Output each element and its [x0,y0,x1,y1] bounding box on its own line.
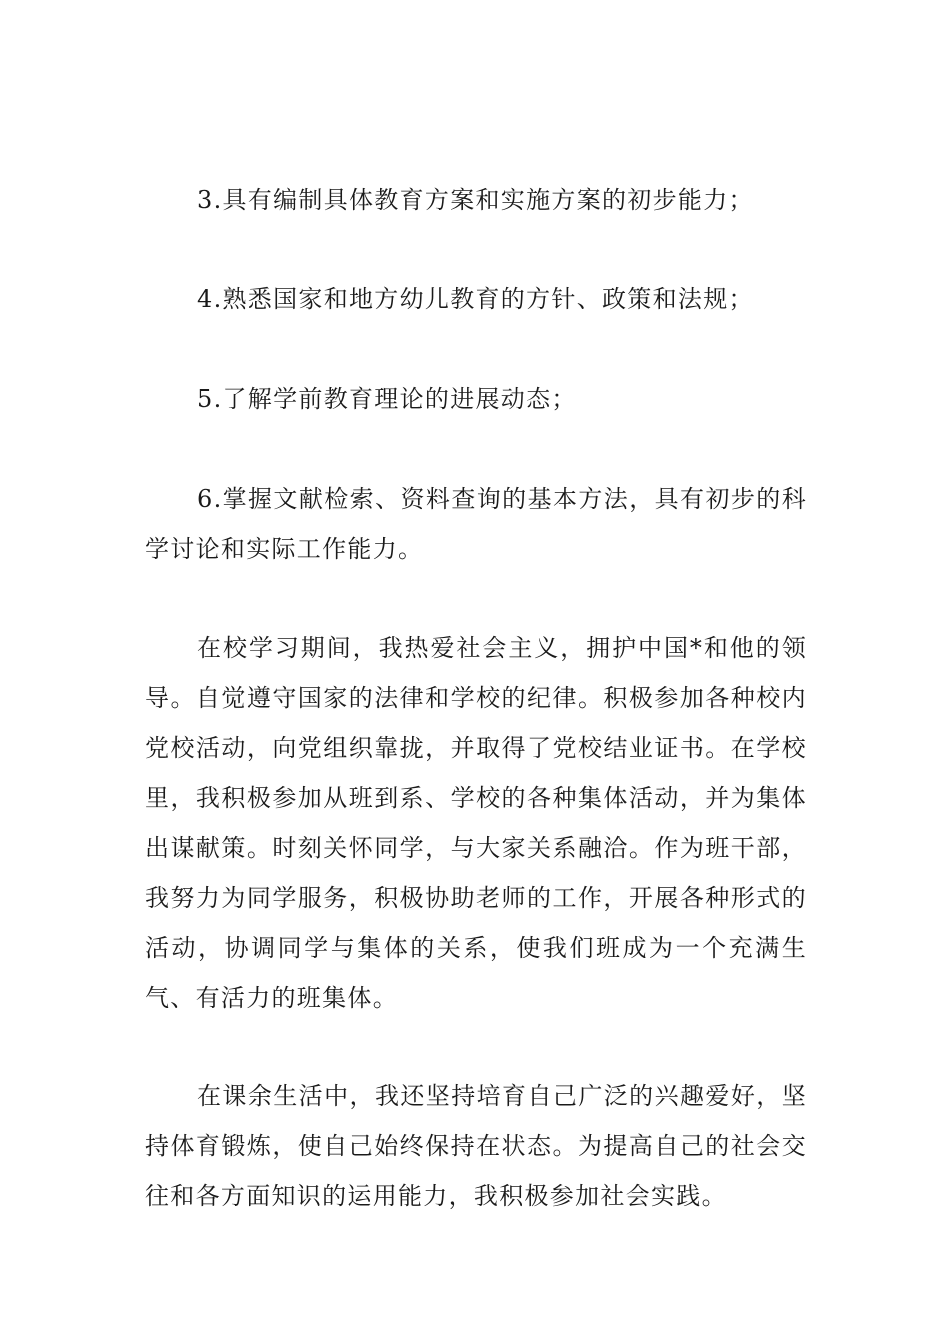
school-life-paragraph: 在校学习期间，我热爱社会主义，拥护中国*和他的领导。自觉遵守国家的法律和学校的纪律。积极参加各种校内党校活动，向党组织靠拢，并取得了党校结业证书。在学校里，我积极参加从班到系、学校的各种集体活动，并为集体出谋献策。时刻关怀同学，与大家关系融洽。作为班干部，我努力为同学服务，积极协助老师的工作，开展各种形式的活动，协调同学与集体的关系，使我们班成为一个充满生气、有活力的班集体。 [145,634,807,1012]
list-item-4: 4.熟悉国家和地方幼儿教育的方针、政策和法规； [197,285,754,313]
list-item-6: 6.掌握文献检索、资料查询的基本方法，具有初步的科学讨论和实际工作能力。 [145,485,807,563]
document-page [145,0,807,1344]
extracurricular-paragraph: 在课余生活中，我还坚持培育自己广泛的兴趣爱好，坚持体育锻炼，使自己始终保持在状态。为提高自己的社会交往和各方面知识的运用能力，我积极参加社会实践。 [145,1082,807,1210]
list-item-3: 3.具有编制具体教育方案和实施方案的初步能力； [197,186,754,214]
list-item-5: 5.了解学前教育理论的进展动态； [197,385,577,413]
